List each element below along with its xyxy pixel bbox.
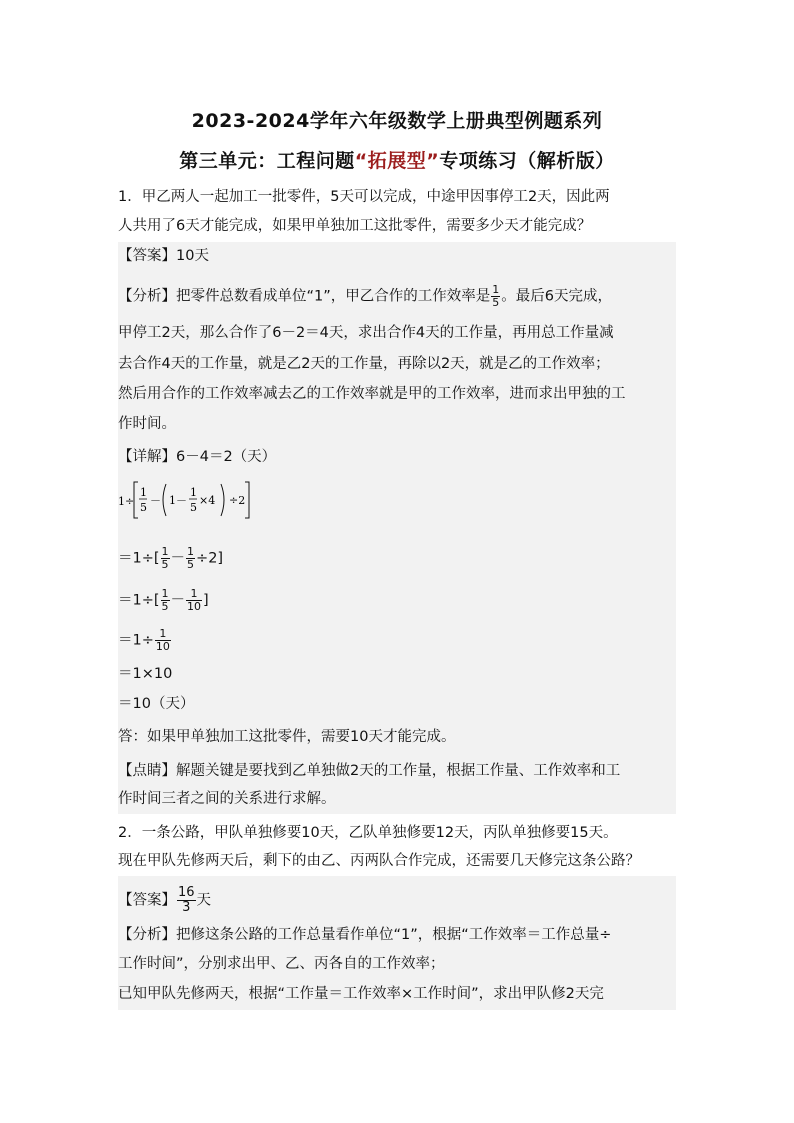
denominator: 10 [187, 600, 202, 613]
q2-text-line1: 2．一条公路，甲队单独修要10天，乙队单独修要12天，丙队单独修要15天。 [118, 825, 618, 841]
numerator: 1 [155, 628, 171, 641]
page-title: 2023-2024学年六年级数学上册典型例题系列 [191, 110, 603, 132]
expr-minus-2: － [176, 494, 187, 507]
q1-analysis-line1 [118, 284, 678, 309]
q1-analysis-line4: 然后用合作的工作效率减去乙的工作效率就是甲的工作效率，进而求出甲独的工 [118, 386, 626, 402]
numerator: 1 [186, 588, 202, 601]
div-sign: ÷2 [196, 550, 218, 567]
q1-step4: ＝1×10 [118, 666, 173, 682]
denominator: 5 [187, 558, 195, 571]
minus-sign: － [170, 550, 186, 567]
bracket-left [134, 482, 138, 518]
paren-right [221, 484, 224, 516]
expr-den-5b: 5 [190, 501, 197, 514]
minus-sign: － [170, 592, 186, 609]
q1-conclusion: 答：如果甲单独加工这批零件，需要10天才能完成。 [118, 729, 456, 745]
paren-left [163, 484, 166, 516]
bracket-right [245, 482, 249, 518]
bracket: ] [203, 592, 209, 609]
q2-analysis-line2: 工作时间”，分别求出甲、乙、丙各自的工作效率； [118, 956, 445, 972]
denominator: 5 [161, 558, 169, 571]
page-subtitle [0, 146, 794, 173]
subtitle-suffix: 专项练习（解析版） [439, 150, 615, 172]
analysis-text: 【分析】把零件总数看成单位“1”，甲乙合作的工作效率是 [118, 288, 491, 305]
expr-one: 1 [169, 494, 176, 507]
expr-times4: ×4 [199, 494, 216, 507]
q1-analysis-line2: 甲停工2天，那么合作了6－2＝4天，求出合作4天的工作量，再用总工作量减 [118, 325, 614, 341]
q1-tip-line1: 【点睛】解题关键是要找到乙单独做2天的工作量，根据工作量、工作效率和工 [118, 763, 621, 779]
q1-step3 [118, 628, 678, 653]
q1-step1 [118, 546, 678, 571]
q1-step2 [118, 588, 678, 613]
denominator: 3 [182, 900, 191, 915]
answer-unit: 天 [196, 892, 212, 909]
q2-answer [118, 886, 678, 915]
q2-analysis-line3: 已知甲队先修两天，根据“工作量＝工作效率×工作时间”，求出甲队修2天完 [118, 986, 604, 1002]
numerator: 1 [161, 545, 169, 558]
bracket: [ [153, 592, 160, 609]
numerator: 1 [161, 587, 169, 600]
expr-minus: － [150, 494, 161, 507]
q1-step5: ＝10（天） [118, 696, 195, 712]
expr-den-5: 5 [140, 501, 147, 514]
fraction-one-fifth [491, 284, 500, 309]
q1-analysis-line3: 去合作4天的工作量，就是乙2天的工作量，再除以2天，就是乙的工作效率； [118, 356, 610, 372]
q1-tip-line2: 作时间三者之间的关系进行求解。 [118, 791, 336, 807]
fraction [155, 628, 171, 653]
q1-answer: 【答案】10天 [118, 248, 209, 264]
fraction [161, 546, 170, 571]
q2-analysis-line1: 【分析】把修这条公路的工作总量看作单位“1”，根据“工作效率＝工作总量÷ [118, 927, 612, 943]
denominator: 10 [155, 640, 170, 653]
expr-num-1: 1 [140, 486, 147, 499]
expr-div2: ÷2 [229, 494, 246, 507]
fraction [186, 546, 195, 571]
step-eq: ＝1÷ [118, 632, 154, 649]
numerator: 16 [178, 885, 195, 900]
fraction [186, 588, 202, 613]
q1-text-line2: 人共用了6天才能完成，如果甲单独加工这批零件，需要多少天才能完成？ [118, 218, 592, 234]
numerator: 1 [187, 545, 195, 558]
q1-text-line1: 1．甲乙两人一起加工一批零件，5天可以完成，中途甲因事停工2天，因此两 [118, 189, 610, 205]
expr-lead: 1÷ [118, 495, 135, 508]
bracket: [ [153, 550, 160, 567]
q1-expression [118, 478, 298, 522]
subtitle-highlight: “拓展型” [354, 150, 440, 172]
q2-text-line2: 现在甲队先修两天后，剩下的由乙、丙两队合作完成，还需要几天修完这条公路？ [118, 853, 640, 869]
q1-analysis-line5: 作时间。 [118, 416, 176, 432]
denominator: 5 [161, 600, 169, 613]
subtitle-prefix: 第三单元：工程问题 [179, 150, 355, 172]
step-eq: ＝1÷ [118, 592, 154, 609]
fraction-sixteen-thirds [177, 886, 196, 915]
analysis-text: 。最后6天完成， [501, 288, 612, 305]
denominator: 5 [492, 296, 500, 309]
numerator: 1 [492, 283, 500, 296]
answer-label: 【答案】 [118, 892, 176, 909]
fraction [161, 588, 170, 613]
bracket: ] [217, 550, 224, 567]
step-eq: ＝1÷ [118, 550, 154, 567]
expression-svg [118, 478, 298, 522]
expr-num-1b: 1 [190, 486, 197, 499]
q1-detail: 【详解】6－4＝2（天） [118, 449, 277, 465]
